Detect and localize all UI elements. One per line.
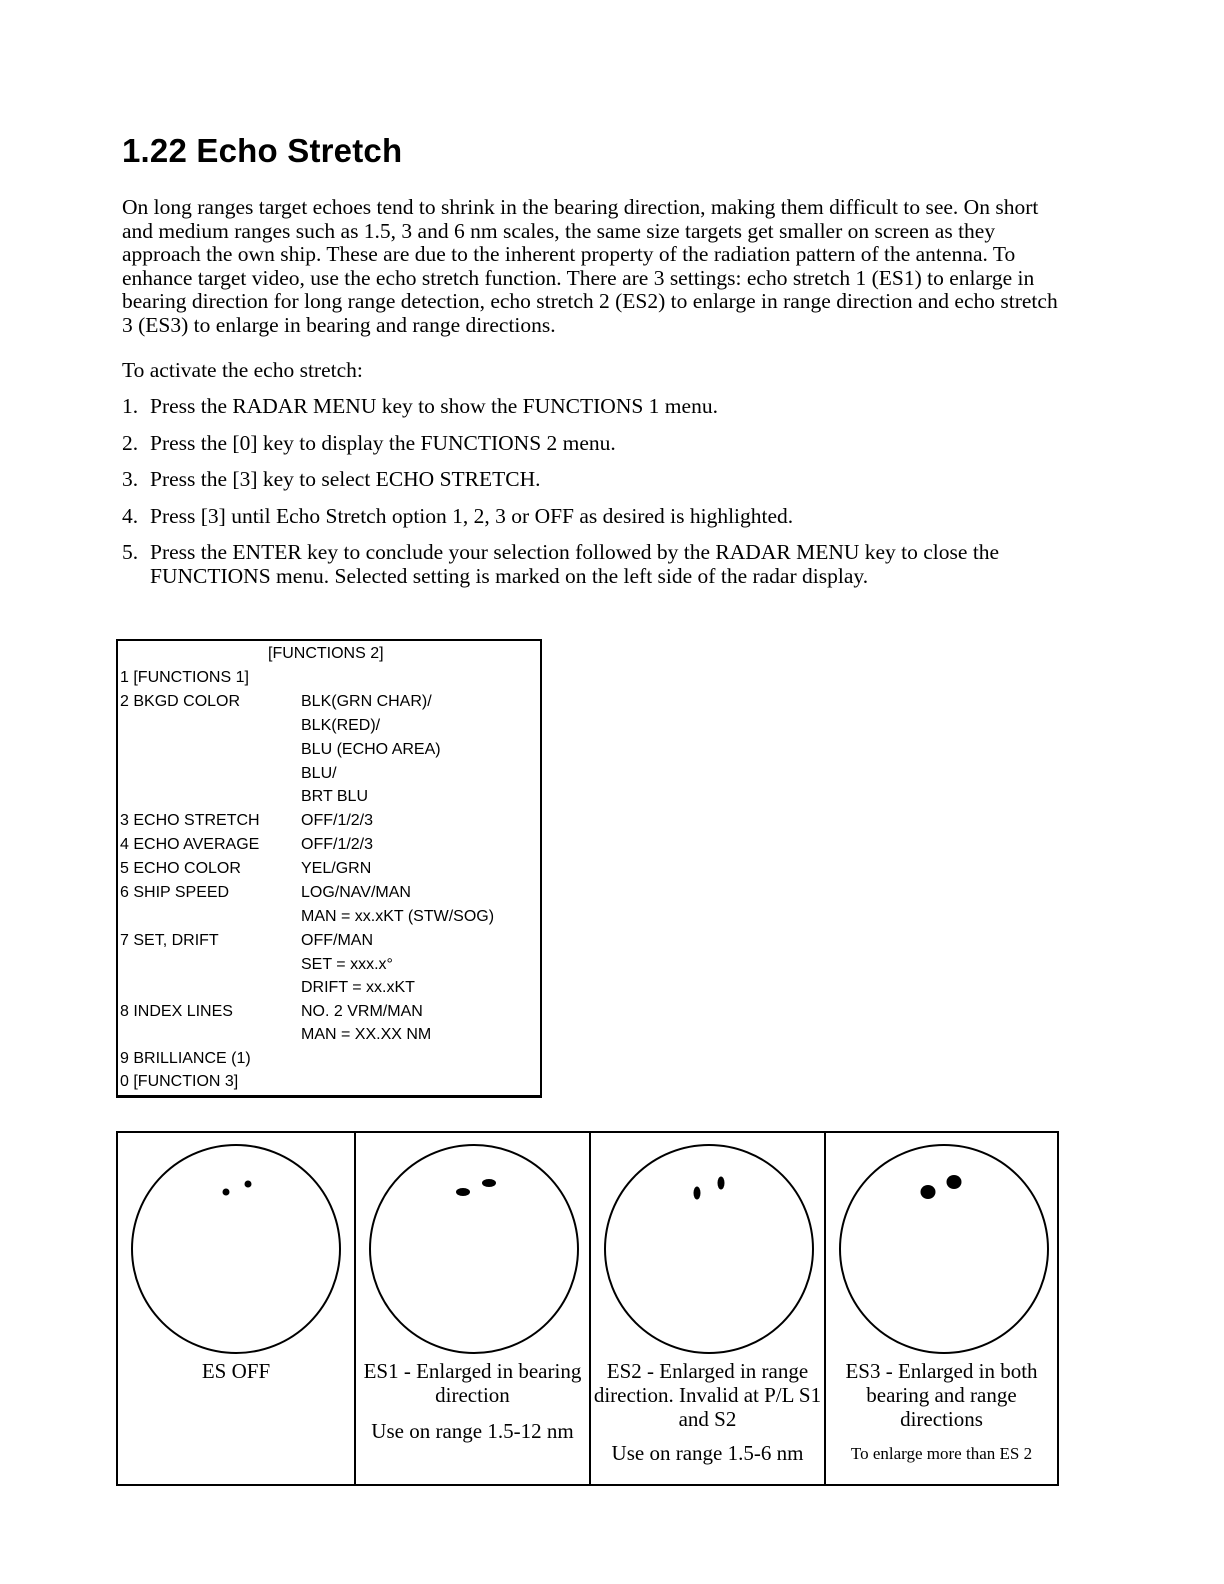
procedure-lead: To activate the echo stretch: <box>122 358 363 382</box>
menu-item-function-3: 0 [FUNCTION 3] <box>120 1073 239 1090</box>
menu-value: DRIFT = xx.xKT <box>301 979 415 996</box>
radar-scope-diagram <box>128 1141 344 1357</box>
menu-value: LOG/NAV/MAN <box>301 884 411 901</box>
panel-es-off <box>118 1133 354 1484</box>
step-text: Press the ENTER key to conclude your selection followed by the RADAR MENU key to close the FUNCTIONS menu. Selected setting is marked on the left side of the radar display. <box>150 540 1000 588</box>
step-item <box>122 432 1072 456</box>
target-echo-dot <box>693 1187 700 1200</box>
target-echo-dot <box>245 1181 252 1188</box>
radar-scope-circle <box>605 1145 813 1353</box>
step-number: 5. <box>122 540 139 565</box>
radar-scope-diagram <box>601 1141 817 1357</box>
panel-caption: ES1 - Enlarged in bearing direction <box>363 1359 582 1407</box>
menu-value: SET = xxx.x° <box>301 956 393 973</box>
echo-stretch-figure <box>116 1131 1059 1486</box>
menu-value: OFF/1/2/3 <box>301 812 374 829</box>
step-number: 2. <box>122 430 139 455</box>
step-text: Press the RADAR MENU key to show the FUNCTIONS 1 menu. <box>150 394 718 418</box>
menu-item-echo-average: 4 ECHO AVERAGE <box>120 836 260 853</box>
menu-item-bkgd-color: 2 BKGD COLOR <box>120 693 241 710</box>
menu-value: NO. 2 VRM/MAN <box>301 1003 423 1020</box>
menu-item-echo-color: 5 ECHO COLOR <box>120 860 241 877</box>
step-text: Press [3] until Echo Stretch option 1, 2, 3 or OFF as desired is highlighted. <box>150 503 794 528</box>
step-text: Press the [3] key to select ECHO STRETCH. <box>150 467 541 492</box>
step-item <box>122 395 1072 419</box>
menu-value: YEL/GRN <box>301 860 372 877</box>
menu-value: OFF/1/2/3 <box>301 836 374 853</box>
menu-value: MAN = xx.xKT (STW/SOG) <box>301 908 495 925</box>
panel-note: To enlarge more than ES 2 <box>850 1444 1033 1463</box>
menu-item-set-drift: 7 SET, DRIFT <box>120 932 219 949</box>
step-item <box>122 541 1072 588</box>
target-echo-dot <box>946 1175 961 1189</box>
step-item <box>122 505 1072 529</box>
target-echo-dot <box>717 1177 724 1190</box>
menu-item-ship-speed: 6 SHIP SPEED <box>120 884 230 901</box>
panel-es2 <box>589 1133 824 1484</box>
panel-es3 <box>824 1133 1057 1484</box>
radar-scope-circle <box>840 1145 1048 1353</box>
radar-scope-circle <box>370 1145 578 1353</box>
panel-caption: ES3 - Enlarged in both bearing and range directions <box>845 1359 1038 1431</box>
menu-item-echo-stretch: 3 ECHO STRETCH <box>120 812 260 829</box>
panel-caption: ES OFF <box>201 1359 271 1383</box>
intro-paragraph: On long ranges target echoes tend to shrink in the bearing direction, making them difficult to see. On short and medium ranges such as 1.5, 3 and 6 nm scales, the same size targets get smaller on screen as they approach the own ship. These are due to the inherent property of the radiation pattern of the antenna. To enhance target video, use the echo stretch function. There are 3 settings: echo stretch 1 (ES1) to enlarge in bearing direction for long range detection, echo stretch 2 (ES2) to enlarge in range direction and echo stretch 3 (ES3) to enlarge in bearing and range directions. <box>122 195 1058 337</box>
radar-scope-circle <box>132 1145 340 1353</box>
panel-note: Use on range 1.5-6 nm <box>611 1441 804 1465</box>
menu-value: BLK(RED)/ <box>301 717 381 734</box>
step-item <box>122 468 1072 492</box>
menu-value: BLK(GRN CHAR)/ <box>301 693 432 710</box>
step-number: 3. <box>122 467 139 492</box>
section-title: 1.22 Echo Stretch <box>122 132 403 169</box>
menu-value: OFF/MAN <box>301 932 373 949</box>
panel-caption: ES2 - Enlarged in range direction. Invalid at P/L S1 and S2 <box>593 1359 822 1431</box>
procedure-steps <box>122 395 1072 602</box>
menu-title: [FUNCTIONS 2] <box>268 645 384 662</box>
menu-value: BRT BLU <box>301 788 368 805</box>
radar-scope-diagram <box>366 1141 582 1357</box>
step-text: Press the [0] key to display the FUNCTIONS 2 menu. <box>150 430 616 455</box>
step-number: 4. <box>122 503 139 528</box>
functions-2-menu <box>116 639 542 1098</box>
menu-item-brilliance: 9 BRILLIANCE (1) <box>120 1050 251 1067</box>
step-number: 1. <box>122 394 139 418</box>
target-echo-dot <box>482 1179 496 1187</box>
menu-item-functions-1: 1 [FUNCTIONS 1] <box>120 669 249 686</box>
menu-value: BLU (ECHO AREA) <box>301 741 441 758</box>
panel-note: Use on range 1.5-12 nm <box>371 1419 574 1443</box>
panel-es1 <box>354 1133 589 1484</box>
radar-scope-diagram <box>836 1141 1052 1357</box>
menu-item-index-lines: 8 INDEX LINES <box>120 1003 233 1020</box>
target-echo-dot <box>920 1185 935 1199</box>
menu-value: BLU/ <box>301 765 337 782</box>
target-echo-dot <box>223 1189 230 1196</box>
target-echo-dot <box>456 1188 470 1196</box>
menu-value: MAN = XX.XX NM <box>301 1026 432 1043</box>
